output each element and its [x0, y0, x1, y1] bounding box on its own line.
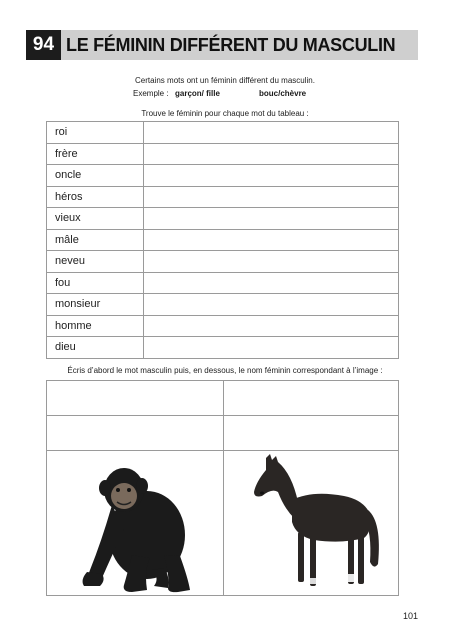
- horse-image: [252, 452, 382, 592]
- exercise-header: [26, 30, 418, 60]
- masculine-word: roi: [47, 122, 144, 144]
- feminine-answer-cell[interactable]: [144, 272, 399, 294]
- masculine-answer-cell-right[interactable]: [224, 381, 399, 415]
- table-row: [47, 272, 399, 294]
- feminine-answer-cell[interactable]: [144, 229, 399, 251]
- feminine-answer-cell[interactable]: [144, 122, 399, 144]
- example-2: bouc/chèvre: [259, 89, 307, 98]
- chimpanzee-image: [72, 460, 197, 595]
- words-table: [46, 121, 399, 359]
- table-row: [47, 229, 399, 251]
- masculine-word: monsieur: [47, 294, 144, 316]
- table-row: [47, 208, 399, 230]
- feminine-answer-cell[interactable]: [144, 251, 399, 273]
- feminine-answer-cell[interactable]: [144, 186, 399, 208]
- table-instruction: Trouve le féminin pour chaque mot du tableau :: [141, 109, 309, 118]
- feminine-answer-cell-right[interactable]: [224, 416, 399, 450]
- feminine-answer-cell[interactable]: [144, 208, 399, 230]
- masculine-word: homme: [47, 315, 144, 337]
- masculine-answer-cell-left[interactable]: [47, 381, 223, 415]
- image-instruction: Écris d’abord le mot masculin puis, en dessous, le nom féminin correspondant à l’image :: [67, 366, 383, 375]
- exercise-title: LE FÉMININ DIFFÉRENT DU MASCULIN: [66, 35, 396, 55]
- example-1: garçon/ fille: [175, 89, 220, 98]
- feminine-answer-cell[interactable]: [144, 143, 399, 165]
- masculine-word: vieux: [47, 208, 144, 230]
- feminine-answer-cell[interactable]: [144, 315, 399, 337]
- masculine-word: dieu: [47, 337, 144, 359]
- example-label: Exemple :: [133, 89, 169, 98]
- table-row: [47, 122, 399, 144]
- table-row: [47, 337, 399, 359]
- table-row: [47, 143, 399, 165]
- page-number: 101: [402, 611, 418, 621]
- masculine-word: neveu: [47, 251, 144, 273]
- feminine-answer-cell[interactable]: [144, 165, 399, 187]
- table-row: [47, 251, 399, 273]
- exercise-number: 94: [26, 30, 61, 60]
- masculine-word: oncle: [47, 165, 144, 187]
- masculine-word: frère: [47, 143, 144, 165]
- masculine-word: fou: [47, 272, 144, 294]
- table-row: [47, 186, 399, 208]
- masculine-word: héros: [47, 186, 144, 208]
- grid-line: [47, 450, 398, 451]
- feminine-answer-cell[interactable]: [144, 294, 399, 316]
- masculine-word: mâle: [47, 229, 144, 251]
- table-row: [47, 294, 399, 316]
- feminine-answer-cell[interactable]: [144, 337, 399, 359]
- intro-text: Certains mots ont un féminin différent du masculin.: [135, 76, 315, 85]
- feminine-answer-cell-left[interactable]: [47, 416, 223, 450]
- table-row: [47, 165, 399, 187]
- table-row: [47, 315, 399, 337]
